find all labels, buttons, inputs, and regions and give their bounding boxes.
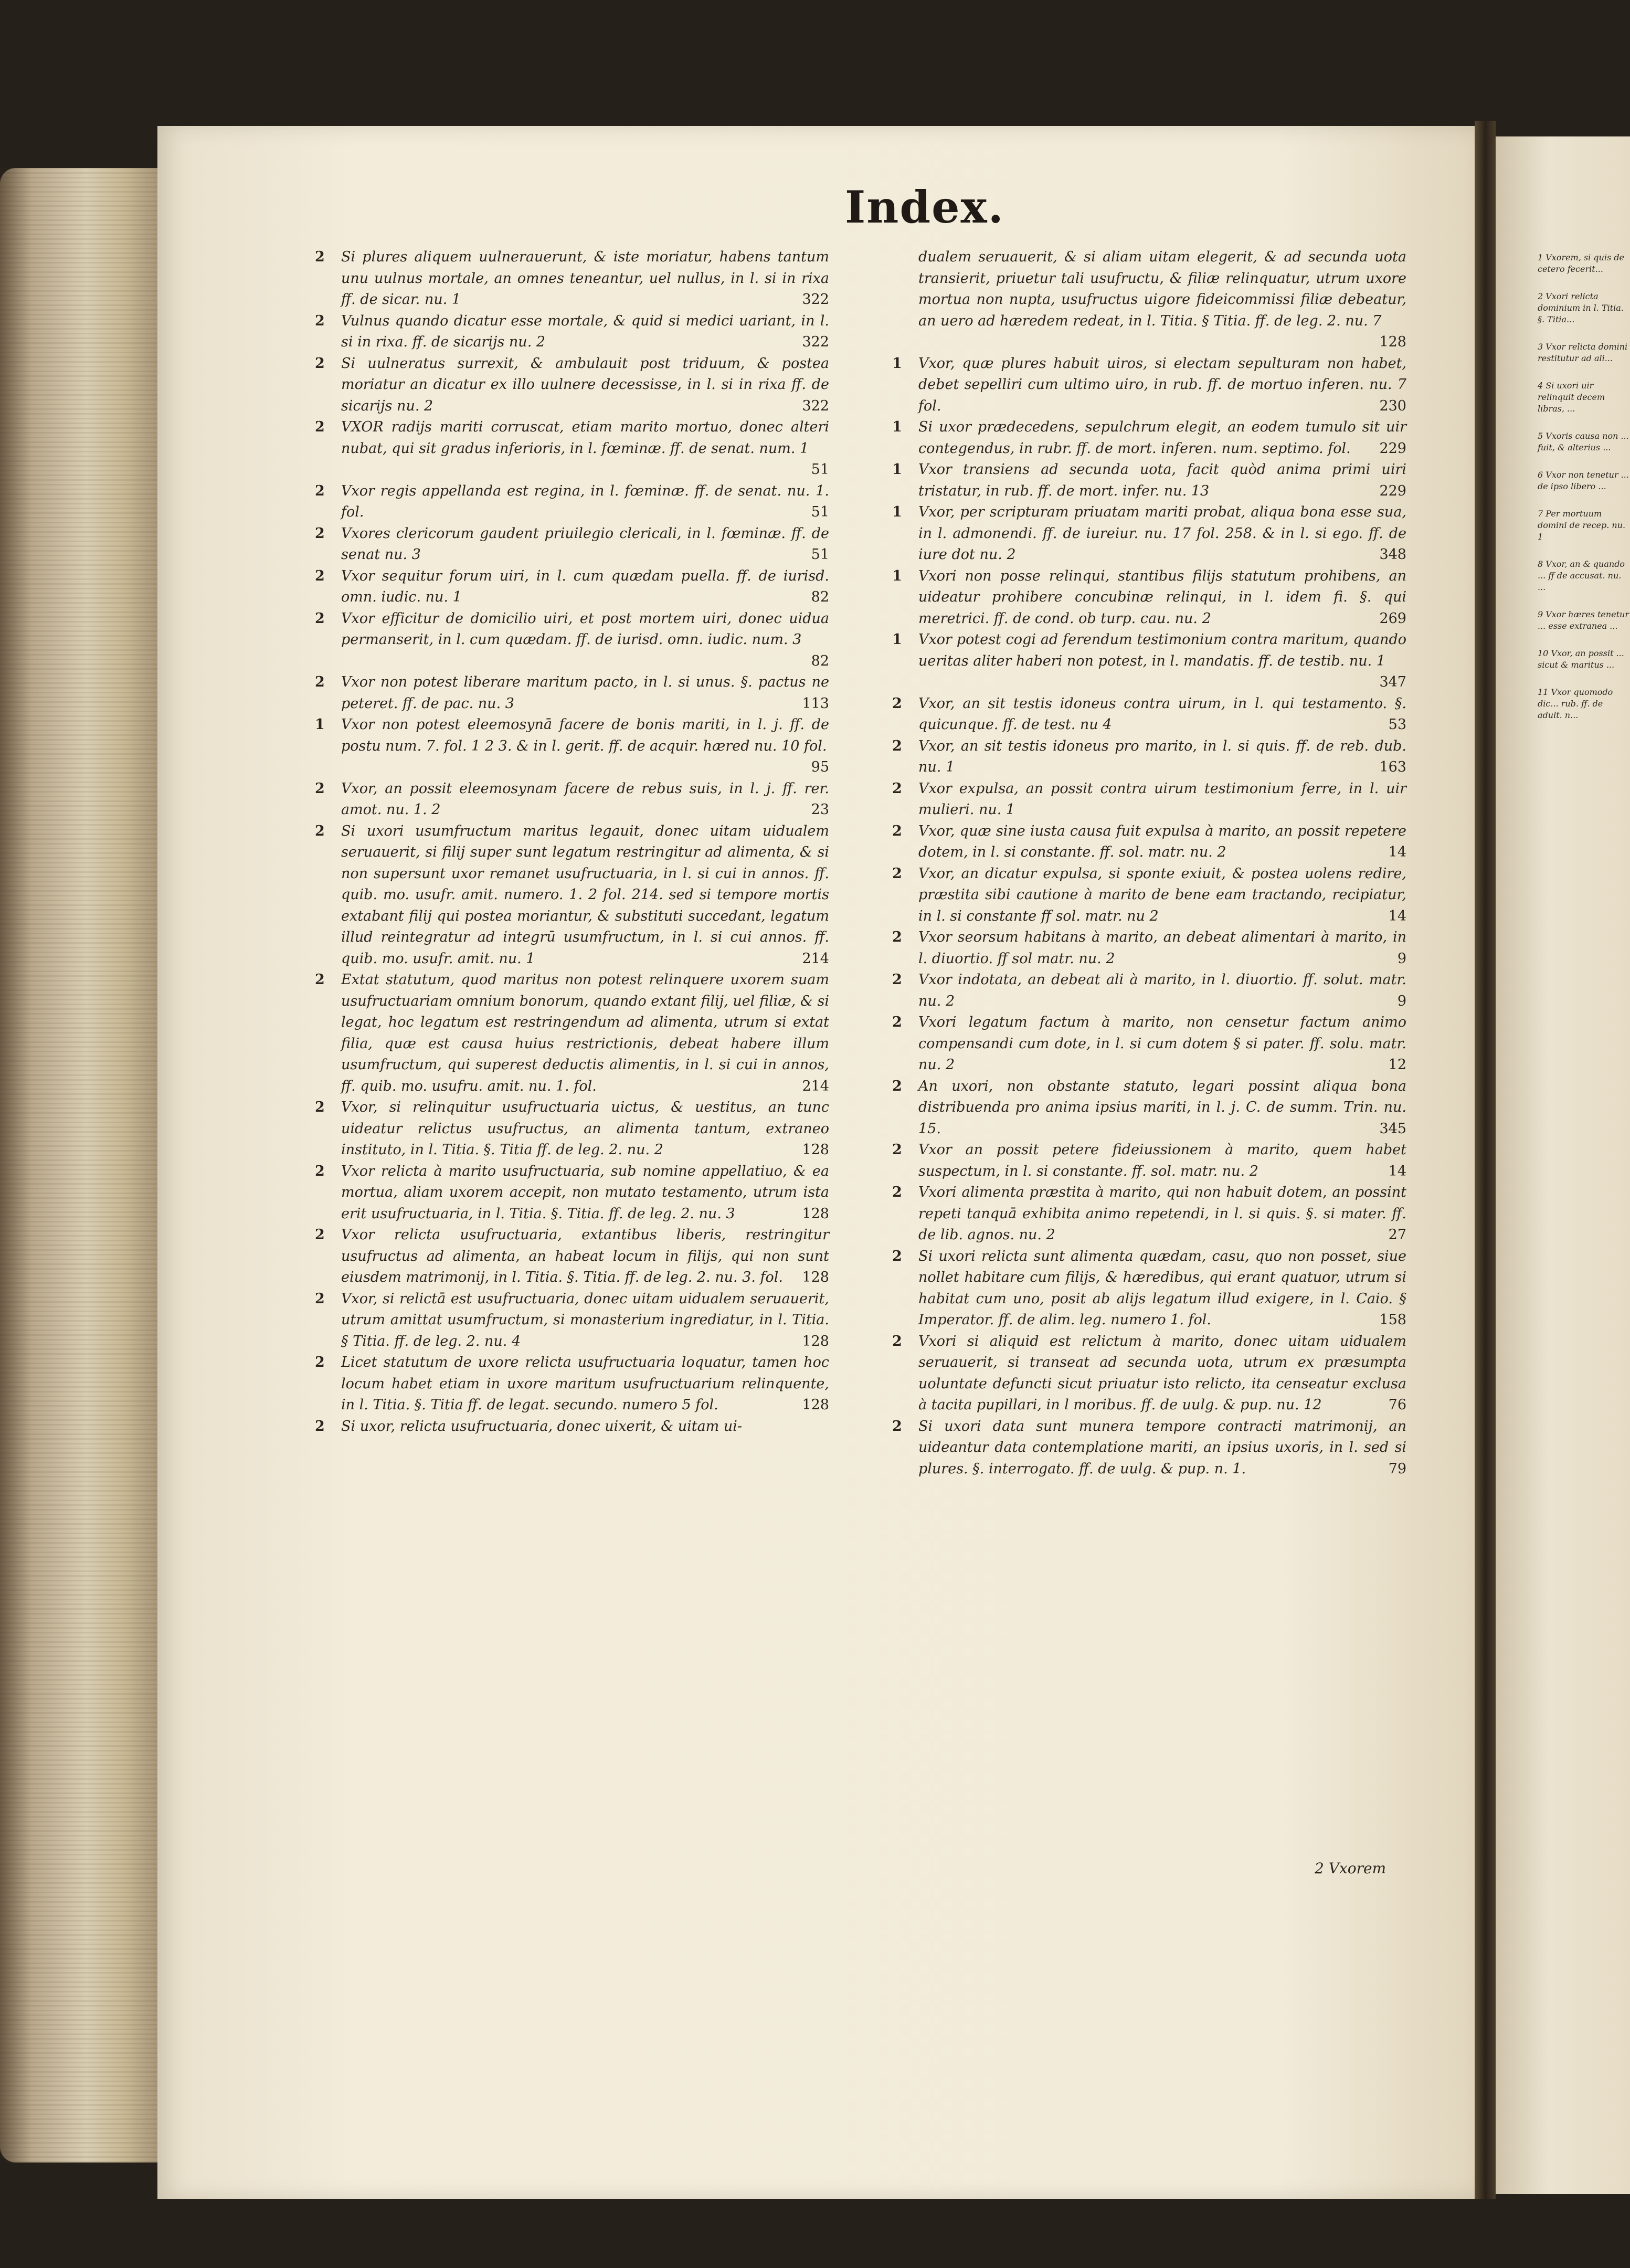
- index-entry: [892, 969, 1406, 1012]
- facing-entry: 7 Per mortuum domini de recep. nu. 1: [1538, 509, 1626, 542]
- index-entry: [315, 1416, 829, 1438]
- entry-body: [341, 311, 829, 353]
- entry-marker: 2: [315, 780, 325, 797]
- entry-page-ref: 113: [802, 695, 829, 712]
- index-entry: [892, 566, 1406, 630]
- entry-marker: 2: [315, 482, 325, 499]
- entry-page-ref: 14: [1388, 844, 1406, 860]
- entry-marker: 2: [315, 1227, 325, 1243]
- entry-page-ref: 345: [1379, 1120, 1406, 1137]
- entry-text: Si plures aliquem uulnerauerunt, & iste moriatur, habens tantum unu uulnus mortale, an omnes teneantur, uel nullus, in l. si in rixa ff. de sicar. nu. 1: [341, 249, 829, 308]
- entry-body: [918, 566, 1406, 630]
- entry-page-ref: 12: [1388, 1057, 1406, 1073]
- entry-marker: 2: [315, 1290, 325, 1307]
- entry-body: [341, 1161, 829, 1225]
- entry-body: [918, 1012, 1406, 1076]
- entry-marker: 2: [315, 419, 325, 435]
- entry-body: [918, 417, 1406, 459]
- entry-body: [341, 1097, 829, 1161]
- entry-body: [341, 969, 829, 1097]
- entry-body: [341, 353, 829, 417]
- entry-body: [341, 821, 829, 970]
- entry-marker: 2: [892, 1142, 902, 1158]
- entry-page-ref: 128: [802, 1397, 829, 1413]
- entry-text: Vxor an possit petere fideiussionem à marito, quem habet suspectum, in l. si constante. ff. sol. matr. nu. 2: [918, 1142, 1406, 1179]
- entry-text: Vxor indotata, an debeat ali à marito, in l. diuortio. ff. solut. matr. nu. 2: [918, 972, 1406, 1009]
- entry-text: Vxori legatum factum à marito, non censetur factum animo compensandi cum dote, in l. si cum dotem § si pater. ff. solu. matr. nu. 2: [918, 1014, 1406, 1073]
- entry-text: Vxor, an sit testis idoneus pro marito, in l. si quis. ff. de reb. dub. nu. 1: [918, 737, 1406, 775]
- index-entry: [892, 1140, 1406, 1182]
- entry-page-ref: 53: [1388, 716, 1406, 733]
- index-entry: [315, 778, 829, 821]
- entry-marker: 2: [892, 972, 902, 988]
- page-header: Index.: [845, 181, 1004, 233]
- entry-text: Vxor, quæ sine iusta causa fuit expulsa à marito, an possit repetere dotem, in l. si constante. ff. sol. matr. nu. 2: [918, 822, 1406, 860]
- entry-body: [918, 502, 1406, 566]
- index-entry: [315, 672, 829, 714]
- entry-text: Si uulneratus surrexit, & ambulauit post triduum, & postea moriatur an dicatur ex illo uulnere decessisse, in l. si in rixa ff. de sicarijs nu. 2: [341, 355, 829, 414]
- facing-entry: 4 Si uxori uir relinquit decem libras, ...: [1538, 381, 1605, 414]
- entry-marker: 2: [892, 780, 902, 797]
- entry-text: Licet statutum de uxore relicta usufructuaria loquatur, tamen hoc locum habet etiam in uxore maritum usufructuarium relinquente, in l. Titia. §. Titia ff. de legat. secundo. numero 5 fol.: [341, 1354, 829, 1413]
- facing-entry: 3 Vxor relicta domini restitutur ad ali...: [1538, 342, 1628, 363]
- entry-page-ref: 229: [1379, 482, 1406, 499]
- entry-text: Extat statutum, quod maritus non potest relinquere uxorem suam usufructuariam omnium bonorum, quando extant filij, uel filiæ, & si legat, hoc legatum est restringendum ad alimenta, utrum si extat filia, quæ est causa huius restrictionis, debeat habere illum usumfructum, qui superest deductis alimentis, in l. si cui in annos, ff. quib. mo. usufru. amit. nu. 1. fol.: [341, 972, 829, 1094]
- entry-marker: 2: [315, 312, 325, 329]
- entry-body: [918, 736, 1406, 778]
- entry-body: [341, 247, 829, 311]
- entry-text: Vxor, an dicatur expulsa, si sponte exiuit, & postea uolens redire, præstita sibi cautione à marito de bene eam tractando, recipiatur, in l. si constante ff sol. matr. nu 2: [918, 865, 1406, 924]
- index-entry: [892, 927, 1406, 969]
- entry-marker: 2: [892, 1014, 902, 1030]
- entry-text: Vxor, si relinquitur usufructuaria uictus, & uestitus, an tunc uideatur relictus usufructus, an alimenta tantum, extraneo instituto, in l. Titia. §. Titia ff. de leg. 2. nu. 2: [341, 1099, 829, 1158]
- entry-body: [341, 608, 829, 672]
- entry-body: [341, 481, 829, 523]
- entry-page-ref: 128: [802, 1333, 829, 1349]
- entry-page-ref: 23: [811, 801, 829, 818]
- entry-page-ref: 128: [802, 1142, 829, 1158]
- entry-text: Si uxor prædecedens, sepulchrum elegit, an eodem tumulo sit uir contegendus, in rubr. ff. de mort. inferen. num. septimo. fol.: [918, 419, 1406, 457]
- entry-body: [918, 863, 1406, 927]
- entry-marker: [892, 247, 918, 353]
- entry-marker: 1: [892, 504, 902, 520]
- entry-page-ref: 348: [1379, 546, 1406, 563]
- entry-marker: 1: [892, 461, 902, 478]
- entry-marker: 2: [315, 1163, 325, 1179]
- index-entry: [892, 778, 1406, 821]
- entry-marker: 2: [315, 249, 325, 265]
- entry-body: [918, 1182, 1406, 1246]
- entry-text: Vxor expulsa, an possit contra uirum testimonium ferre, in l. uir mulieri. nu. 1: [918, 780, 1406, 818]
- index-entry: [892, 1416, 1406, 1480]
- entry-text: Vulnus quando dicatur esse mortale, & quid si medici uariant, in l. si in rixa. ff. de sicarijs nu. 2: [341, 312, 829, 350]
- book-gutter: [1475, 121, 1496, 2199]
- entry-marker: 2: [892, 865, 902, 882]
- index-entry: [892, 417, 1406, 459]
- entry-body: [918, 247, 1406, 353]
- index-entry: [315, 969, 829, 1097]
- entry-marker: 2: [315, 1418, 325, 1434]
- entry-body: [341, 1225, 829, 1289]
- entry-body: [341, 778, 829, 821]
- entry-page-ref: 158: [1379, 1312, 1406, 1328]
- entry-text: Vxor non potest liberare maritum pacto, in l. si unus. §. pactus ne peteret. ff. de pac. nu. 3: [341, 674, 829, 712]
- index-entry: [315, 1225, 829, 1289]
- entry-marker: 1: [892, 567, 902, 584]
- entry-page-ref: 128: [802, 1205, 829, 1222]
- entry-marker: 2: [892, 1248, 902, 1264]
- right-index-column: [892, 247, 1406, 1480]
- entry-body: [918, 969, 1406, 1012]
- entry-body: [918, 629, 1406, 693]
- index-entry: [315, 566, 829, 608]
- entry-body: [918, 1076, 1406, 1140]
- index-entry: [892, 247, 1406, 353]
- entry-text: Vxor potest cogi ad ferendum testimonium contra maritum, quando ueritas aliter haberi non potest, in l. mandatis. ff. de testib. nu. 1: [918, 631, 1406, 669]
- entry-page-ref: 51: [811, 461, 829, 478]
- entry-text: Vxori alimenta præstita à marito, qui non habuit dotem, an possint repeti tanquā exhibita animo repetendi, in l. si quis. §. si mater. ff. de lib. agnos. nu. 2: [918, 1184, 1406, 1243]
- entry-marker: 2: [315, 355, 325, 372]
- book-page-edges: [0, 168, 157, 2162]
- entry-body: [918, 1331, 1406, 1416]
- entry-text: Vxor, quæ plures habuit uiros, si electam sepulturam non habet, debet sepelliri cum ultimo uiro, in rub. ff. de mortuo inferen. nu. 7 fol.: [918, 355, 1406, 414]
- entry-body: [341, 1416, 829, 1438]
- entry-text: Vxor transiens ad secunda uota, facit quòd anima primi uiri tristatur, in rub. ff. de mort. infer. nu. 13: [918, 461, 1406, 499]
- entry-page-ref: 82: [811, 652, 829, 669]
- entry-page-ref: 229: [1379, 440, 1406, 457]
- entry-body: [918, 778, 1406, 821]
- index-entry: [315, 608, 829, 672]
- facing-page-entries: [1538, 252, 1629, 737]
- entry-page-ref: 269: [1379, 610, 1406, 627]
- entry-marker: 2: [892, 1184, 902, 1200]
- entry-text: Vxor efficitur de domicilio uiri, et post mortem uiri, donec uidua permanserit, in l. cum quædam. ff. de iurisd. omn. iudic. num. 3: [341, 610, 829, 648]
- facing-entry: 5 Vxoris causa non ... fuit, & alterius ...: [1538, 431, 1629, 452]
- entry-marker: 2: [892, 929, 902, 945]
- facing-entry: 9 Vxor hæres tenetur ... esse extranea ...: [1538, 609, 1629, 631]
- entry-marker: 2: [315, 1354, 325, 1370]
- entry-body: [341, 714, 829, 778]
- entry-marker: 1: [315, 716, 325, 733]
- entry-body: [918, 821, 1406, 863]
- entry-text: Vxor, si relictā est usufructuaria, donec uitam uidualem seruauerit, utrum amittat usumfructum, si monasterium ingrediatur, in l. Titia. § Titia. ff. de leg. 2. nu. 4: [341, 1290, 829, 1349]
- entry-page-ref: 347: [1379, 674, 1406, 690]
- entry-marker: 1: [892, 419, 902, 435]
- entry-body: [341, 1352, 829, 1416]
- facing-entry: 1 Vxorem, si quis de cetero fecerit...: [1538, 252, 1625, 274]
- facing-entry: 2 Vxori relicta dominium in l. Titia. §. Titia...: [1538, 291, 1624, 324]
- entry-text: Si uxori data sunt munera tempore contracti matrimonij, an uideantur data contemplatione mariti, an ipsius uxoris, in l. sed si plures. §. interrogato. ff. de uulg. & pup. n. 1.: [918, 1418, 1406, 1477]
- entry-text: Si uxori usumfructum maritus legauit, donec uitam uidualem seruauerit, si filij super sunt legatum restringitur ad alimenta, & si non supersunt uxor remanet usufructuaria, in l. si cui in annos. ff. quib. mo. usufr. amit. numero. 1. 2 fol. 214. sed si tempore mortis extabant filij qui postea moriantur, & substituti succedant, legatum illud reintegratur ad integrū usumfructum, in l. si cui annos. ff. quib. mo. usufr. amit. nu. 1: [341, 822, 829, 967]
- entry-body: [918, 1246, 1406, 1331]
- entry-marker: 1: [892, 355, 902, 372]
- facing-entry: 6 Vxor non tenetur ... de ipso libero ...: [1538, 470, 1629, 491]
- index-entry: [315, 417, 829, 481]
- index-entry: [315, 1352, 829, 1416]
- index-entry: [315, 247, 829, 311]
- entry-page-ref: 322: [802, 397, 829, 414]
- entry-page-ref: 76: [1388, 1397, 1406, 1413]
- left-index-column: [315, 247, 829, 1437]
- index-entry: [315, 821, 829, 970]
- entry-body: [918, 1416, 1406, 1480]
- entry-page-ref: 51: [811, 546, 829, 563]
- index-entry: [315, 1161, 829, 1225]
- index-entry: [892, 863, 1406, 927]
- entry-text: Vxores clericorum gaudent priuilegio clericali, in l. fœminæ. ff. de senat nu. 3: [341, 525, 829, 563]
- entry-body: [341, 566, 829, 608]
- index-entry: [892, 821, 1406, 863]
- entry-body: [918, 693, 1406, 736]
- entry-text: Vxori si aliquid est relictum à marito, donec uitam uidualem seruauerit, si transeat ad secunda uota, utrum ex præsumpta uoluntate defuncti sicut priuatur isto relicto, ita censeatur exclusa à tacita pupillari, in l moribus. ff. de uulg. & pup. nu. 12: [918, 1333, 1406, 1413]
- index-entry: [892, 502, 1406, 566]
- entry-text: Vxor relicta à marito usufructuaria, sub nomine appellatiuo, & ea mortua, aliam uxorem accepit, non mutato testamento, utrum ista erit usufructuaria, in l. Titia. §. Titia. ff. de leg. 2. nu. 3: [341, 1163, 829, 1222]
- entry-page-ref: 322: [802, 334, 829, 350]
- index-entry: [315, 714, 829, 778]
- entry-page-ref: 230: [1379, 397, 1406, 414]
- entry-marker: 2: [892, 737, 902, 754]
- facing-entry: 8 Vxor, an & quando ... ff de accusat. nu. ...: [1538, 559, 1625, 592]
- entry-page-ref: 214: [802, 950, 829, 967]
- entry-page-ref: 322: [802, 291, 829, 308]
- entry-text: Vxor sequitur forum uiri, in l. cum quædam puella. ff. de iurisd. omn. iudic. nu. 1: [341, 567, 829, 605]
- entry-page-ref: 9: [1397, 993, 1406, 1009]
- entry-text: Si uxori relicta sunt alimenta quædam, casu, quo non posset, siue nollet habitare cum filijs, & hæredibus, qui erant quatuor, utrum si habitat cum uno, posit ab alijs legatum illud exigere, in l. Caio. § Imperator. ff. de alim. leg. numero 1. fol.: [918, 1248, 1406, 1328]
- entry-marker: 2: [315, 525, 325, 542]
- index-entry: [892, 1246, 1406, 1331]
- entry-body: [918, 353, 1406, 417]
- index-entry: [315, 311, 829, 353]
- entry-page-ref: 9: [1397, 950, 1406, 967]
- entry-body: [341, 672, 829, 714]
- entry-page-ref: 128: [802, 1269, 829, 1285]
- index-entry: [892, 1012, 1406, 1076]
- entry-text: An uxori, non obstante statuto, legari possint aliqua bona distribuenda pro anima ipsius mariti, in l. j. C. de summ. Trin. nu. 15.: [918, 1078, 1406, 1137]
- entry-text: Vxori non posse relinqui, stantibus filijs statutum prohibens, an uideatur prohibere concubinæ relinqui, in l. idem fi. §. qui meretrici. ff. de cond. ob turp. cau. nu. 2: [918, 567, 1406, 627]
- index-entry: [892, 736, 1406, 778]
- entry-body: [918, 459, 1406, 502]
- entry-page-ref: 82: [811, 589, 829, 605]
- entry-marker: 2: [315, 674, 325, 690]
- entry-page-ref: 128: [1379, 334, 1406, 350]
- entry-marker: 2: [315, 972, 325, 988]
- entry-page-ref: 214: [802, 1078, 829, 1094]
- entry-text: Vxor seorsum habitans à marito, an debeat alimentari à marito, in l. diuortio. ff sol matr. nu. 2: [918, 929, 1406, 967]
- entry-marker: 2: [892, 1418, 902, 1434]
- entry-body: [918, 927, 1406, 969]
- index-entry: [315, 353, 829, 417]
- entry-body: [341, 1289, 829, 1353]
- entry-marker: 2: [892, 822, 902, 839]
- entry-page-ref: 51: [811, 504, 829, 520]
- entry-text: Vxor, an possit eleemosynam facere de rebus suis, in l. j. ff. rer. amot. nu. 1. 2: [341, 780, 829, 818]
- entry-marker: 2: [892, 1333, 902, 1349]
- entry-page-ref: 163: [1379, 759, 1406, 775]
- entry-page-ref: 14: [1388, 908, 1406, 924]
- entry-marker: 2: [892, 695, 902, 712]
- entry-text: dualem seruauerit, & si aliam uitam elegerit, & ad secunda uota transierit, priuetur tali usufructu, & filiæ relinquatur, utrum uxore mortua non nupta, usufructus uigore fideicommissi filiæ debeatur, an uero ad hæredem redeat, in l. Titia. § Titia. ff. de leg. 2. nu. 7: [918, 249, 1406, 329]
- facing-entry: 11 Vxor quomodo dic... rub. ff. de adult. n...: [1538, 687, 1613, 720]
- entry-text: Vxor relicta usufructuaria, extantibus liberis, restringitur usufructus ad alimenta, an habeat locum in filijs, qui non sunt eiusdem matrimonij, in l. Titia. §. Titia. ff. de leg. 2. nu. 3. fol.: [341, 1227, 829, 1285]
- entry-text: VXOR radijs mariti corruscat, etiam marito mortuo, donec alteri nubat, qui sit gradus inferioris, in l. fœminæ. ff. de senat. num. 1: [341, 419, 829, 457]
- entry-text: Si uxor, relicta usufructuaria, donec uixerit, & uitam ui-: [341, 1418, 743, 1434]
- entry-text: Vxor regis appellanda est regina, in l. fœminæ. ff. de senat. nu. 1. fol.: [341, 482, 829, 520]
- entry-marker: 2: [892, 1078, 902, 1094]
- entry-page-ref: 27: [1388, 1227, 1406, 1243]
- index-entry: [892, 693, 1406, 736]
- entry-marker: 1: [892, 631, 902, 648]
- entry-text: Vxor, an sit testis idoneus contra uirum, in l. qui testamento. §. quicunque. ff. de test. nu 4: [918, 695, 1406, 733]
- index-entry: [892, 629, 1406, 693]
- index-entry: [892, 353, 1406, 417]
- entry-text: Vxor, per scripturam priuatam mariti probat, aliqua bona esse sua, in l. admonendi. ff. de iureiur. nu. 17 fol. 258. & in l. si ego. ff. de iure dot nu. 2: [918, 504, 1406, 563]
- entry-marker: 2: [315, 567, 325, 584]
- entry-page-ref: 95: [811, 759, 829, 775]
- facing-entry: 10 Vxor, an possit ... sicut & maritus ...: [1538, 648, 1624, 670]
- entry-page-ref: 79: [1388, 1460, 1406, 1477]
- entry-page-ref: 14: [1388, 1163, 1406, 1179]
- index-entry: [892, 1076, 1406, 1140]
- index-entry: [892, 1182, 1406, 1246]
- catchword: 2 Vxorem: [1315, 1860, 1386, 1877]
- index-entry: [892, 1331, 1406, 1416]
- entry-marker: 2: [315, 822, 325, 839]
- index-entry: [315, 481, 829, 523]
- entry-marker: 2: [315, 1099, 325, 1115]
- entry-body: [918, 1140, 1406, 1182]
- index-entry: [892, 459, 1406, 502]
- index-entry: [315, 1097, 829, 1161]
- index-entry: [315, 523, 829, 566]
- entry-body: [341, 523, 829, 566]
- index-entry: [315, 1289, 829, 1353]
- entry-text: Vxor non potest eleemosynā facere de bonis mariti, in l. j. ff. de postu num. 7. fol. 1 2 3. & in l. gerit. ff. de acquir. hæred nu. 10 fol.: [341, 716, 829, 754]
- entry-marker: 2: [315, 610, 325, 627]
- entry-body: [341, 417, 829, 481]
